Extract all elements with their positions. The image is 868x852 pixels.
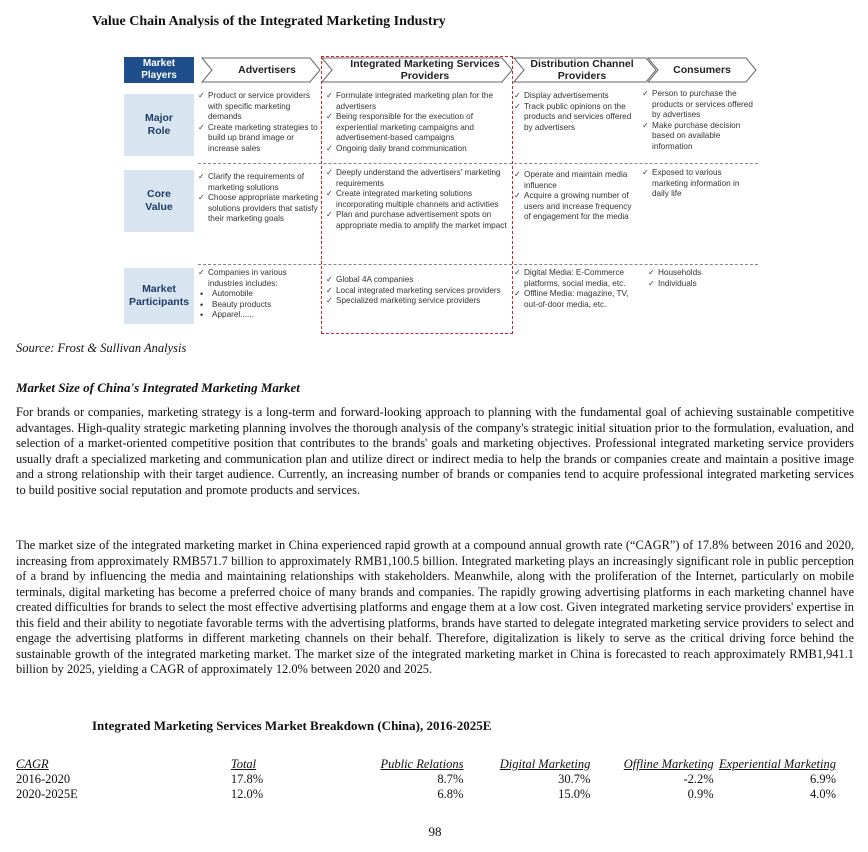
figure-source: Source: Frost & Sullivan Analysis: [16, 341, 187, 355]
table-cell: 2016-2020: [16, 772, 71, 786]
list-item: ✓ Exposed to various marketing information in daily life: [642, 168, 754, 200]
list-item: ✓ Local integrated marketing services providers: [326, 286, 508, 297]
table-cell: 6.8%: [437, 787, 464, 801]
row-separator: [198, 163, 758, 164]
cell-participants-ims: [326, 275, 508, 307]
table-header-row: [16, 757, 836, 772]
list-item: ✓ Track public opinions on the products and services offered by advertisers: [514, 102, 636, 134]
table-row: [16, 787, 836, 802]
list-item: ✓ Offline Media: magazine, TV, out-of-door media, etc.: [514, 289, 642, 310]
list-item: ✓ Create integrated marketing solutions incorporating multiple channels and activities: [326, 189, 508, 210]
cell-participants-consumers: [648, 268, 754, 289]
cell-core-value-distribution: [514, 170, 636, 223]
table-cell: 2020-2025E: [16, 787, 78, 801]
table-header: Offline Marketing: [623, 757, 714, 771]
list-item: ✓ Acquire a growing number of users and increase frequency of engagement for the media: [514, 191, 636, 223]
paragraph: The market size of the integrated marketing market in China experienced rapid growth at a compound annual growth rate (“CAGR”) of 17.8% between 2016 and 2020, increasing from approximately RMB571.7 billion to approximately RMB1,100.5 billion. Integrated marketing plays an increasingly significant role in public perception of a brand by influencing the media and maintaining relationships with stakeholders. Meanwhile, along with the proliferation of the Internet, particularly on mobile terminals, digital marketing has become a preferred choice of many brands and companies. The rapidly growing advertising platforms in each marketing channel have created difficulties for brands to select the most effective advertising platforms and engage them at a low cost. Given integrated marketing service providers' expertise in this field and their ability to negotiate favorable terms with the advertising platforms, brands have started to delegate integrated marketing service providers to select and engage the advertising platforms in different marketing channels on their behalf. Therefore, digitalization is likely to serve as the critical driving force behind the sustainable growth of the integrated marketing market. The market size of the integrated marketing market in China is forecasted to reach approximately RMB1,941.1 billion by 2025, yielding a CAGR of approximately 12.0% between 2020 and 2025.: [16, 538, 854, 676]
col-header-distribution: Distribution Channel Providers: [530, 58, 634, 82]
table-cell: 15.0%: [558, 787, 591, 801]
table-cell: 12.0%: [230, 787, 264, 801]
table-cell: 30.7%: [558, 772, 591, 786]
cell-participants-distribution: [514, 268, 642, 310]
row-label-core-value: Core Value: [124, 170, 194, 232]
market-players-tag: [124, 57, 194, 83]
list-item: ✓ Being responsible for the execution of experiential marketing campaigns and advertisement-based campaigns: [326, 112, 508, 144]
table-header: Total: [230, 757, 257, 771]
section-heading: Market Size of China's Integrated Marketing Market: [16, 380, 300, 395]
list-item: ✓ Formulate integrated marketing plan for the advertisers: [326, 91, 508, 112]
list-item: ✓ Ongoing daily brand communication: [326, 144, 508, 155]
list-item: ✓ Display advertisements: [514, 91, 636, 102]
value-chain-diagram: [120, 54, 760, 334]
cell-major-role-consumers: [642, 89, 754, 153]
list-item: ✓ Digital Media: E-Commerce platforms, social media, etc.: [514, 268, 642, 289]
list-item: ✓ Individuals: [648, 279, 754, 290]
table-cell: 4.0%: [809, 787, 836, 801]
cell-core-value-ims: [326, 168, 508, 232]
market-players-label: Market Players: [141, 58, 177, 81]
col-header-advertisers: Advertisers: [238, 64, 296, 76]
cagr-table: [16, 757, 836, 802]
paragraph: For brands or companies, marketing strategy is a long-term and forward-looking approach to planning with the fundamental goal of achieving sustainable competitive advantages. High-quality strategic marketing planning involves the thorough analysis of the company's strategic initial situation prior to the formulation, evaluation, and selection of a market-oriented competitive position that contributes to the brands' goals and marketing objectives. Professional integrated marketing service providers usually draft a specialized marketing and communication plan and utilize direct or indirect media to help the brands or companies create and maintain a positive image and a strong relationship with their target audience. Currently, an increasing number of brands or companies tend to acquire professional integrated marketing services to build positive social reputation and promote products and services.: [16, 405, 854, 497]
table-header: Public Relations: [380, 757, 464, 771]
list-item: ✓ Deeply understand the advertisers' marketing requirements: [326, 168, 508, 189]
list-item: ✓ Clarify the requirements of marketing solutions: [198, 172, 320, 193]
list-item: ✓ Make purchase decision based on available information: [642, 121, 754, 153]
row-label-major-role: Major Role: [124, 94, 194, 156]
list-item: • Automobile: [200, 289, 320, 300]
cell-major-role-distribution: [514, 91, 636, 133]
cell-core-value-consumers: [642, 168, 754, 200]
col-header-consumers: Consumers: [673, 64, 731, 76]
list-item: ✓ Specialized marketing service providers: [326, 296, 508, 307]
cell-core-value-advertisers: [198, 172, 320, 225]
list-item: ✓ Households: [648, 268, 754, 279]
list-item: • Beauty products: [200, 300, 320, 311]
list-item: ✓ Plan and purchase advertisement spots on appropriate media to amplify the market impact: [326, 210, 508, 231]
table-header: Experiential Marketing: [719, 757, 836, 771]
list-item: ✓ Create marketing strategies to build up brand image or increase sales: [198, 123, 320, 155]
table-cell: 6.9%: [809, 772, 836, 786]
table-title: Integrated Marketing Services Market Breakdown (China), 2016-2025E: [92, 718, 492, 733]
table-header: Digital Marketing: [499, 757, 591, 771]
list-item: • Apparel......: [200, 310, 320, 321]
table-cell: 17.8%: [230, 772, 264, 786]
table-cell: -2.2%: [683, 772, 714, 786]
cell-major-role-advertisers: [198, 91, 320, 155]
table-row: [16, 772, 836, 787]
table-header: CAGR: [16, 757, 49, 771]
row-label-market-participants: Market Participants: [124, 268, 194, 324]
table-cell: 8.7%: [437, 772, 464, 786]
list-item: ✓ Product or service providers with specific marketing demands: [198, 91, 320, 123]
table-cell: 0.9%: [687, 787, 714, 801]
list-item: ✓ Person to purchase the products or services offered by advertises: [642, 89, 754, 121]
cell-participants-advertisers: [198, 268, 320, 321]
list-item: ✓ Choose appropriate marketing solutions providers that satisfy their marketing goals: [198, 193, 320, 225]
cell-major-role-ims: [326, 91, 508, 155]
list-item: ✓ Global 4A companies: [326, 275, 508, 286]
row-separator: [198, 264, 758, 265]
list-item: ✓ Companies in various industries includes:: [198, 268, 320, 289]
figure-title: Value Chain Analysis of the Integrated Marketing Industry: [92, 14, 446, 29]
page-number: 98: [428, 824, 442, 839]
list-item: ✓ Operate and maintain media influence: [514, 170, 636, 191]
col-header-ims-providers: Integrated Marketing Services Providers: [350, 58, 500, 82]
